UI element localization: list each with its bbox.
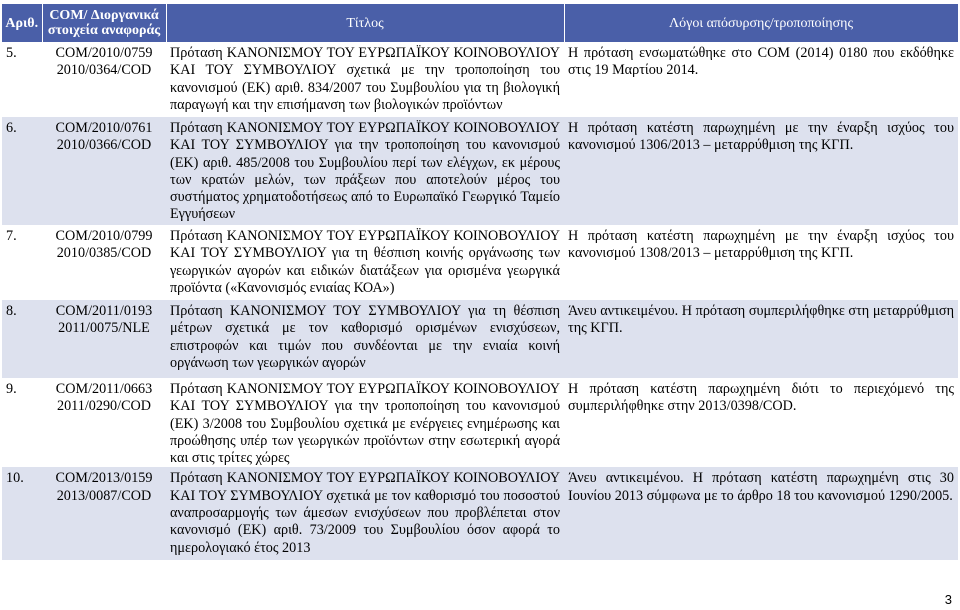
row-number: 10. xyxy=(2,467,42,560)
table-row xyxy=(2,300,958,378)
table-header-row xyxy=(2,4,958,42)
row-reference xyxy=(42,225,166,300)
row-reason: Η πρόταση κατέστη παρωχημένη διότι το περιεχόμενό της συμπεριλήφθηκε στην 2013/0398/COD. xyxy=(564,378,958,467)
row-reference xyxy=(42,300,166,378)
row-reason: Η πρόταση κατέστη παρωχημένη με την έναρξη ισχύος του κανονισμού 1306/2013 – μεταρρύθμιση της ΚΓΠ. xyxy=(564,117,958,225)
row-procedure-code: 2011/0290/COD xyxy=(56,398,152,415)
header-reason: Λόγοι απόσυρσης/τροποποίησης xyxy=(564,4,958,42)
row-reference xyxy=(42,378,166,467)
table-row xyxy=(2,225,958,300)
row-reference xyxy=(42,467,166,560)
header-reference-line2: στοιχεία αναφοράς xyxy=(47,23,161,38)
row-number: 7. xyxy=(2,225,42,300)
row-com-code: COM/2010/0761 xyxy=(55,120,153,136)
row-com-code: COM/2011/0193 xyxy=(55,303,153,319)
header-title: Τίτλος xyxy=(166,4,564,42)
row-procedure-code: 2011/0075/NLE xyxy=(58,320,150,337)
table-row xyxy=(2,117,958,225)
row-number: 8. xyxy=(2,300,42,378)
row-com-code: COM/2010/0759 xyxy=(55,45,153,61)
row-procedure-code: 2013/0087/COD xyxy=(56,487,152,504)
row-procedure-code: 2010/0385/COD xyxy=(56,245,152,262)
header-number: Αριθ. xyxy=(2,4,42,42)
row-number: 5. xyxy=(2,42,42,117)
row-number: 6. xyxy=(2,117,42,225)
row-title: Πρόταση ΚΑΝΟΝΙΣΜΟΥ ΤΟΥ ΣΥΜΒΟΥΛΙΟΥ για τη θέσπιση μέτρων σχετικά με τον καθορισμό ορισμένων ενισχύσεων, επιστροφών και τιμών που συνδέονται με την ενιαία κοινή οργάνωση των γεωργικών αγορών xyxy=(166,300,564,378)
row-number: 9. xyxy=(2,378,42,467)
row-title: Πρόταση ΚΑΝΟΝΙΣΜΟΥ ΤΟΥ ΕΥΡΩΠΑΪΚΟΥ ΚΟΙΝΟΒΟΥΛΙΟΥ ΚΑΙ ΤΟΥ ΣΥΜΒΟΥΛΙΟΥ για την τροποποίηση του κανονισμού (ΕΚ) 3/2008 του Συμβουλίου σχετικά με ενέργειες ενημέρωσης και προώθησης υπέρ των γεωργικών προϊόντων στην εσωτερική αγορά και στις τρίτες χώρες xyxy=(166,378,564,467)
header-reference-line1: COM/ Διοργανικά xyxy=(49,8,159,23)
page-number: 3 xyxy=(944,592,952,607)
row-procedure-code: 2010/0366/COD xyxy=(56,137,152,154)
row-reason: Άνευ αντικειμένου. Η πρόταση συμπεριλήφθηκε στη μεταρρύθμιση της ΚΓΠ. xyxy=(564,300,958,378)
row-reference xyxy=(42,42,166,117)
row-reason: Η πρόταση κατέστη παρωχημένη με την έναρξη ισχύος του κανονισμού 1308/2013 – μεταρρύθμιση της ΚΓΠ. xyxy=(564,225,958,300)
row-title: Πρόταση ΚΑΝΟΝΙΣΜΟΥ ΤΟΥ ΕΥΡΩΠΑΪΚΟΥ ΚΟΙΝΟΒΟΥΛΙΟΥ ΚΑΙ ΤΟΥ ΣΥΜΒΟΥΛΙΟΥ σχετικά με τον καθορισμό του ποσοστού αναπροσαρμογής των άμεσων ενισχύσεων που προβλέπεται στον κανονισμό (ΕΚ) αριθ. 73/2009 του Συμβουλίου όσον αφορά το ημερολογιακό έτος 2013 xyxy=(166,467,564,560)
table-row xyxy=(2,467,958,560)
row-com-code: COM/2013/0159 xyxy=(55,470,153,487)
row-procedure-code: 2010/0364/COD xyxy=(56,62,152,79)
row-com-code: COM/2010/0799 xyxy=(55,228,153,244)
table-row xyxy=(2,42,958,117)
row-title: Πρόταση ΚΑΝΟΝΙΣΜΟΥ ΤΟΥ ΕΥΡΩΠΑΪΚΟΥ ΚΟΙΝΟΒΟΥΛΙΟΥ ΚΑΙ ΤΟΥ ΣΥΜΒΟΥΛΙΟΥ για τη θέσπιση κοινής οργάνωσης των γεωργικών αγορών και ειδικών διατάξεων για ορισμένα γεωργικά προϊόντα («Κανονισμός ενιαίας ΚΟΑ») xyxy=(166,225,564,300)
row-title: Πρόταση ΚΑΝΟΝΙΣΜΟΥ ΤΟΥ ΕΥΡΩΠΑΪΚΟΥ ΚΟΙΝΟΒΟΥΛΙΟΥ ΚΑΙ ΤΟΥ ΣΥΜΒΟΥΛΙΟΥ σχετικά με την τροποποίηση του κανονισμού (ΕΚ) αριθ. 834/2007 του Συμβουλίου για τη βιολογική παραγωγή και την επισήμανση των βιολογικών προϊόντων xyxy=(166,42,564,117)
header-reference xyxy=(42,4,166,42)
withdrawals-table xyxy=(2,4,959,560)
table-row xyxy=(2,378,958,467)
row-reference xyxy=(42,117,166,225)
row-reason: Άνευ αντικειμένου. Η πρόταση κατέστη παρωχημένη στις 30 Ιουνίου 2013 σύμφωνα με το άρθρο 18 του κανονισμού 1290/2005. xyxy=(564,467,958,560)
row-reason: Η πρόταση ενσωματώθηκε στο COM (2014) 0180 που εκδόθηκε στις 19 Μαρτίου 2014. xyxy=(564,42,958,117)
row-com-code: COM/2011/0663 xyxy=(55,381,153,397)
row-title: Πρόταση ΚΑΝΟΝΙΣΜΟΥ ΤΟΥ ΕΥΡΩΠΑΪΚΟΥ ΚΟΙΝΟΒΟΥΛΙΟΥ ΚΑΙ ΤΟΥ ΣΥΜΒΟΥΛΙΟΥ για την τροποποίηση του κανονισμού (ΕΚ) αριθ. 485/2008 του Συμβουλίου περί των ελέγχων, εκ μέρους των κρατών μελών, των πράξεων που αποτελούν μέρος του συστήματος χρηματοδοτήσεως από το Ευρωπαϊκό Γεωργικό Ταμείο Εγγυήσεων xyxy=(166,117,564,225)
